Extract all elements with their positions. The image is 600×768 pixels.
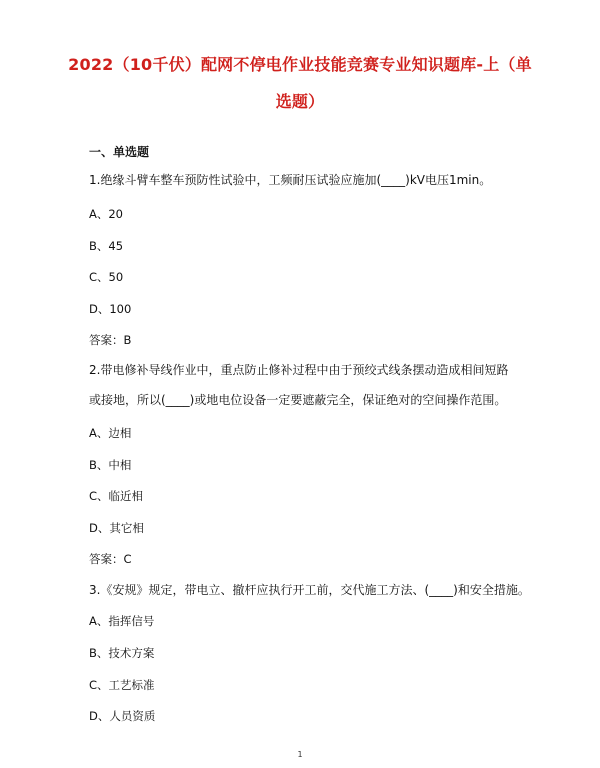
question-1-option-d: D、100 [89, 302, 132, 316]
question-2-text-line-1: 2.带电修补导线作业中，重点防止修补过程中由于预绞式线条摆动造成相间短路 [89, 363, 509, 377]
question-1-text: 1.绝缘斗臂车整车预防性试验中，工频耐压试验应施加(____)kV电压1min。 [89, 173, 492, 187]
question-3-option-a: A、指挥信号 [89, 614, 155, 628]
section-heading: 一、单选题 [89, 145, 150, 159]
question-2-option-c: C、临近相 [89, 489, 144, 503]
question-3-text: 3.《安规》规定，带电立、撤杆应执行开工前，交代施工方法、(____)和安全措施。 [89, 583, 530, 597]
question-2-option-a: A、边相 [89, 426, 132, 440]
document-title-line-2: 选题） [275, 92, 325, 111]
document-title-line-1: 2022（10千伏）配网不停电作业技能竞赛专业知识题库-上（单 [68, 55, 532, 74]
question-2-option-b: B、中相 [89, 458, 132, 472]
question-3-option-b: B、技术方案 [89, 646, 155, 660]
question-2-option-d: D、其它相 [89, 521, 144, 535]
question-1-option-a: A、20 [89, 207, 124, 221]
question-1-answer: 答案：B [89, 333, 132, 347]
question-3-option-c: C、工艺标准 [89, 678, 155, 692]
question-1-option-b: B、45 [89, 239, 124, 253]
question-2-answer: 答案：C [89, 552, 132, 566]
page-number: 1 [297, 750, 303, 759]
question-1-option-c: C、50 [89, 270, 124, 284]
question-3-option-d: D、人员资质 [89, 709, 156, 723]
question-2-text-line-2: 或接地，所以(____)或地电位设备一定要遮蔽完全，保证绝对的空间操作范围。 [89, 393, 507, 407]
